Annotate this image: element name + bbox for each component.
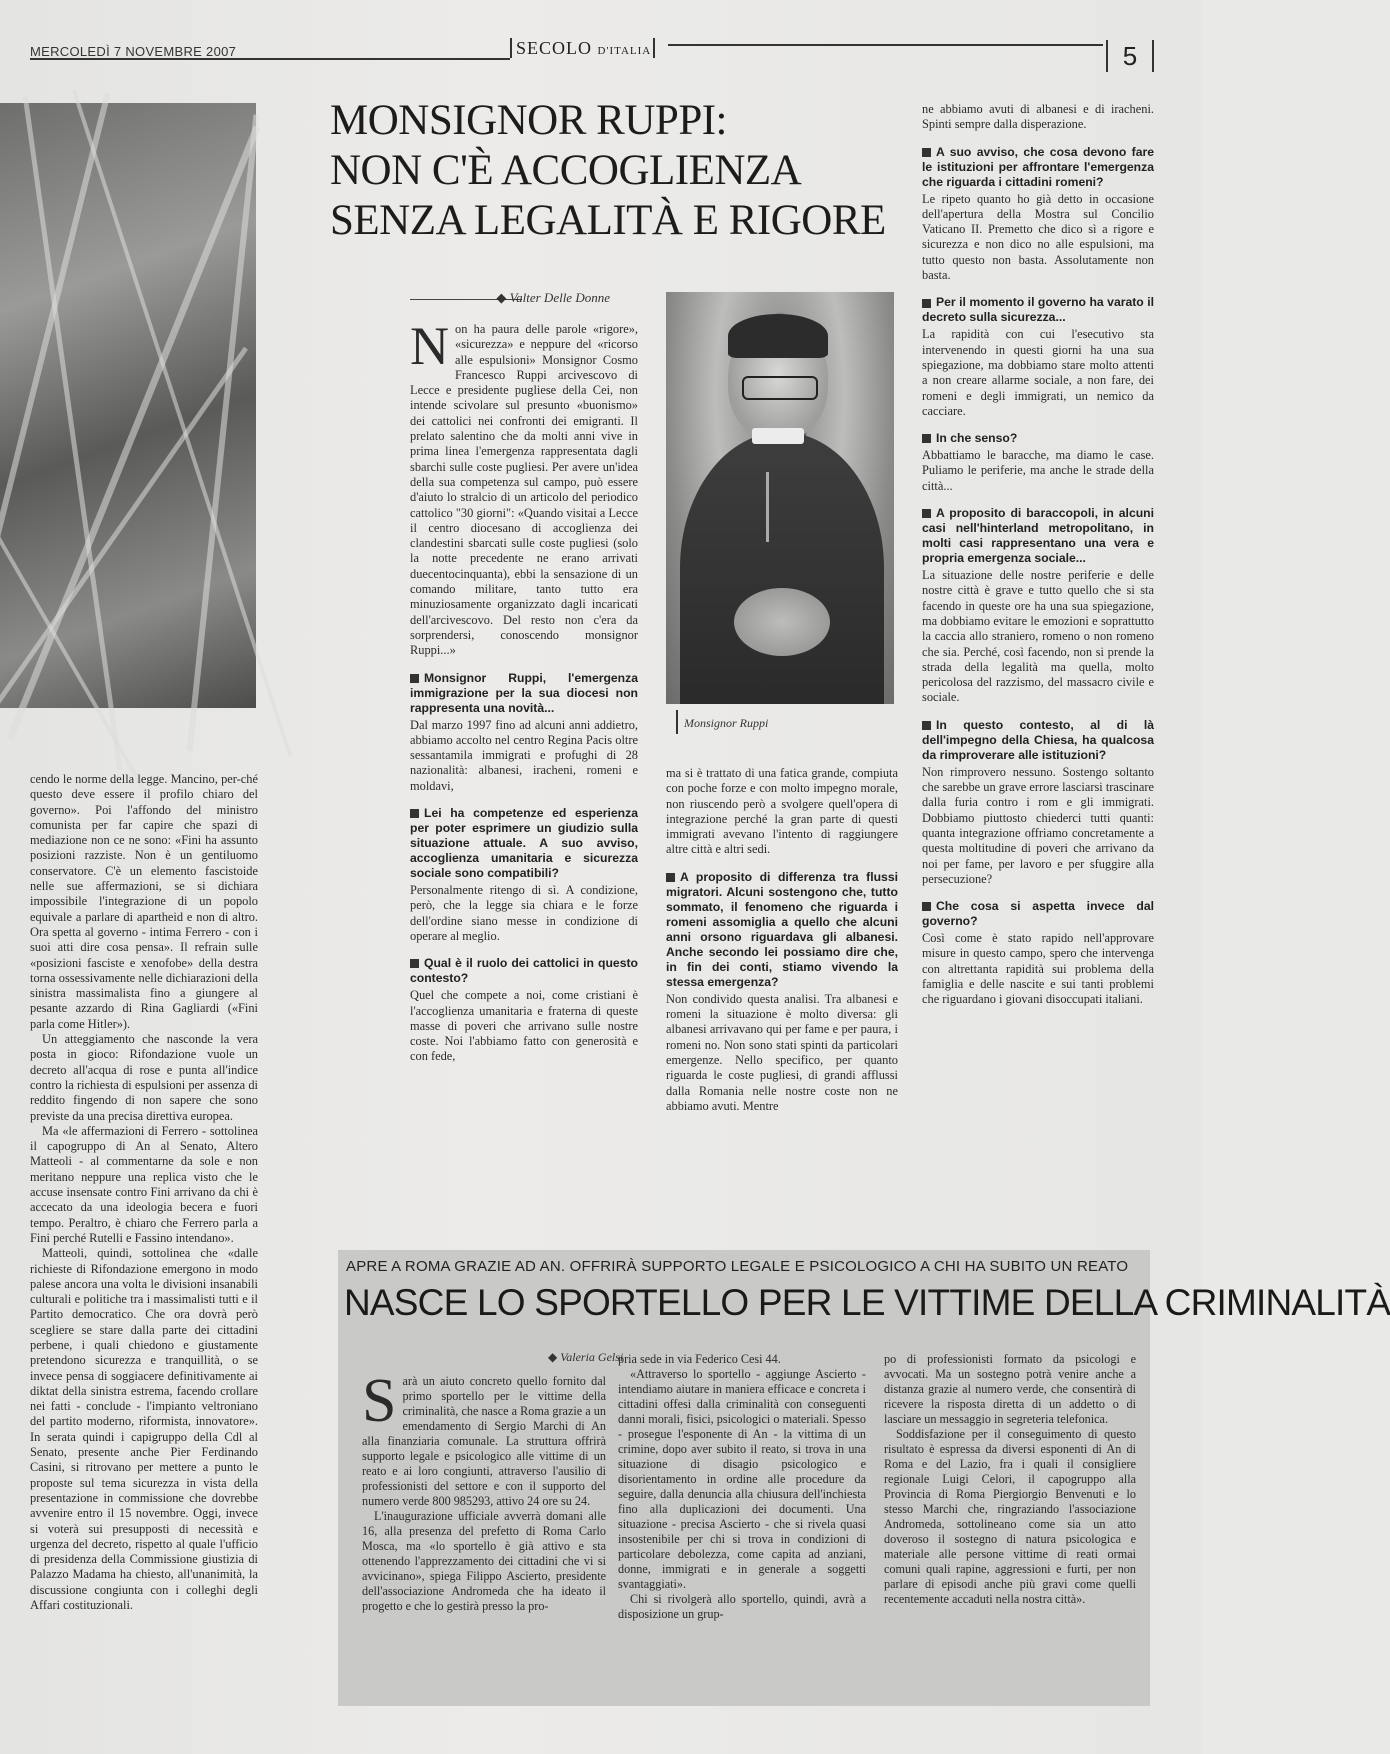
paragraph: «Attraverso lo sportello - aggiunge Ascierto - intendiamo aiutare in maniera efficace e concreta i cittadini offesi dalla criminalità con conseguenti danni morali, fisici, psicologici o materiali. Spesso - prosegue l'esponente di An - la vittima di un crimine, dopo aver subito il reato, si trova in una situazione di disagio psicologico e disorientamento in ordine alle procedure da seguire, dalla denuncia alla chiusura dell'inchiesta fino alla duplicazioni dei documenti. Una situazione - precisa Ascierto - che si rivela quasi insostenibile per chi si trova in condizioni di particolare debolezza, come capita ad anziani, donne, immigrati e in generale a soggetti svantaggiati». xyxy=(618,1367,866,1591)
masthead xyxy=(510,38,655,59)
square-bullet-icon xyxy=(666,873,675,882)
box-title: NASCE LO SPORTELLO PER LE VITTIME DELLA CRIMINALITÀ xyxy=(344,1282,1390,1323)
pectoral-cross xyxy=(766,472,769,542)
question-text: A suo avviso, che cosa devono fare le istituzioni per affrontare l'emergenza che riguarda i cittadini romeni? xyxy=(922,144,1154,189)
paragraph: Soddisfazione per il conseguimento di questo risultato è espressa da diversi esponenti di An di Roma e del Lazio, fra i quali il consigliere regionale Luigi Celori, il capogruppo alla Provincia di Roma Piergiorgio Benvenuti e lo stesso Marchi che, ringraziando l'associazione Andromeda, sottolineano come sia un atto doveroso il sostegno di natura psicologica e materiale alle persone vittime di reati ormai comuni quali rapine, aggressioni e furti, per non parlare di episodi anche più gravi come quelli recentemente accaduti nella nostra città». xyxy=(884,1427,1136,1606)
answer: ne abbiamo avuti di albanesi e di iracheni. Spinti sempre dalla disperazione. xyxy=(922,102,1154,132)
box-lead-text: arà un aiuto concreto quello fornito dal primo sportello per le vittime della criminalità, che nasce a Roma grazie a un emendamento di Sergio Marchi di An alla finanziaria comunale. La struttura offrirà supporto legale e psicologico alle vittime di un reato e ai loro congiunti, attraverso l'ausilio di professionisti del settore e con il supporto del numero verde 800 985293, attivo 24 ore su 24. xyxy=(362,1374,606,1508)
collar xyxy=(752,428,804,444)
header-rule-right xyxy=(668,44,1103,46)
box-dropcap: S xyxy=(362,1367,397,1435)
glasses xyxy=(742,376,818,400)
lead-text: on ha paura delle parole «rigore», «sicurezza» e neppure del «ricorso alle espulsioni» Monsignor Cosmo Francesco Ruppi arcivescovo di Lecce e presidente pugliese della Cei, non intende scivolare sul presunto «buonismo» dei cattolici nei confronti dei emigranti. Il prelato salentino che da molti anni vive in prima linea l'emergenza rappresentata dagli sbarchi sulle coste pugliesi. Per avere un'idea della sua competenza sul campo, può essere d'aiuto lo stralcio di un articolo del periodico cattolico "30 giorni": «Quando visitai a Lecce il centro diocesano di accoglienza dei clandestini sbarcati sulle coste pugliesi (solo la notte precedente ne erano arrivati duecentocinquanta), ebbi la sensazione di un comando militare, tanto tutto era minuziosamente organizzato dagli incaricati dell'arcivescovo. Del resto non c'era da sorprendersi, conoscendo monsignor Ruppi...» xyxy=(410,322,638,658)
portrait-photo xyxy=(666,292,894,704)
question xyxy=(922,506,1154,566)
question-text: In che senso? xyxy=(936,431,1018,446)
caption-bar xyxy=(676,710,678,734)
answer: ma si è trattato di una fatica grande, compiuta con poche forze e con molto impegno morale, non riuscendo però a svolgere quell'opera di integrazione perché la gran parte di questi immigrati avevano l'intento di raggiungere altre città e altri sedi. xyxy=(666,766,898,857)
paragraph: cendo le norme della legge. Mancino, per-ché questo deve essere il profilo chiaro del governo». Poi l'affondo del ministro comunista per far capire che spazi di mediazione non ce ne sono: «Fini ha assunto posizioni razziste. Non è un gentiluomo conservatore. C'è un elemento fascistoide nelle sue affermazioni, se si dichiara impossibile l'integrazione di un popolo equivale a parlare di apartheid e non di altro. Ora spetta al governo - intima Ferrero - con i suoi atti dire cosa pensa». Il refrain sulle «posizioni fasciste e xenofobe» della destra torna ossessivamente nelle dichiarazioni della sinistra massimalista fino a giungere al pesante azzardo di Rina Gagliardi («Fini parla come Hitler»). xyxy=(30,772,258,1031)
headline-line: MONSIGNOR RUPPI: xyxy=(330,97,727,144)
issue-date: MERCOLEDÌ 7 NOVEMBRE 2007 xyxy=(30,44,237,59)
paragraph: L'inaugurazione ufficiale avverrà domani alle 16, alla presenza del prefetto di Roma Carlo Mosca, ma «lo sportello è già attivo e sta ottenendo l'apprezzamento dei cittadini che vi si avvicinano», spiega Filippo Ascierto, presidente dell'associazione Andromeda che ha ideato il progetto e che lo gestirà presso la pro- xyxy=(362,1509,606,1613)
box-kicker: APRE A ROMA GRAZIE AD AN. OFFRIRÀ SUPPORTO LEGALE E PSICOLOGICO A CHI HA SUBITO UN REATO xyxy=(346,1258,1129,1275)
question xyxy=(410,806,638,881)
reeds-photo xyxy=(0,103,256,708)
robe xyxy=(680,432,884,704)
question-text: In questo contesto, al di là dell'impegno della Chiesa, ha qualcosa da rimproverare alle istituzioni? xyxy=(922,717,1154,762)
paragraph: Chi si rivolgerà allo sportello, quindi, avrà a disposizione un grup- xyxy=(618,1592,866,1621)
square-bullet-icon xyxy=(922,434,931,443)
question xyxy=(410,671,638,716)
box-byline-author: Valeria Gelsi xyxy=(560,1350,624,1364)
question-text: Qual è il ruolo dei cattolici in questo contesto? xyxy=(410,956,638,986)
paragraph: Ma «le affermazioni di Ferrero - sottolinea il capogruppo di An al Senato, Altero Matteoli - al commentarne da sole e non meritano neppure una replica visto che le accuse insensate contro Fini arrivano da chi è accecato da una ideologia becera e fuori tempo. Peraltro, è chiaro che Ferrero parla a Fini perché Rutelli e Fassino intendano». xyxy=(30,1123,258,1245)
question xyxy=(922,295,1154,325)
question-text: Lei ha competenze ed esperienza per poter esprimere un giudizio sulla situazione attuale. A suo avviso, accoglienza umanitaria e sicurezza sociale sono compatibili? xyxy=(410,806,638,881)
answer: Personalmente ritengo di sì. A condizione, però, che la legge sia chiara e le forze dell'ordine siano messe in condizione di operare al meglio. xyxy=(410,883,638,943)
question xyxy=(666,870,898,990)
page-number: 5 xyxy=(1106,40,1154,72)
question-text: Per il momento il governo ha varato il decreto sulla sicurezza... xyxy=(922,295,1154,325)
article-column-3 xyxy=(922,102,1154,1008)
question xyxy=(922,899,1154,929)
answer: Abbattiamo le baracche, ma diamo le case. Puliamo le periferie, ma anche le strade della città... xyxy=(922,448,1154,493)
question-text: A proposito di baraccopoli, in alcuni casi nell'hinterland metropolitano, in molti casi rappresentano una vera e propria emergenza sociale... xyxy=(922,506,1154,566)
question-text: A proposito di differenza tra flussi migratori. Alcuni sostengono che, tutto sommato, il fenomeno che riguarda i romeni assomiglia a quello che alcuni anni orsono riguardava gli albanesi. Anche secondo lei possiamo dire che, in fin dei conti, stiamo vivendo la stessa emergenza? xyxy=(666,869,898,989)
reed-stem xyxy=(0,430,149,796)
dropcap: N xyxy=(410,316,449,376)
answer: La rapidità con cui l'esecutivo sta intervenendo in questi giorni ha una sua spiegazione, ma dobbiamo stare molto attenti a non creare allarme sociale, a non fare, dei romeni e degli immigrati, un nemico da cacciare. xyxy=(922,327,1154,418)
square-bullet-icon xyxy=(410,959,419,968)
answer: Non condivido questa analisi. Tra albanesi e romeni la situazione è molto diversa: gli albanesi arrivavano qui per fame e per paura, i romeni no. Non sono stati spinti da particolari emergenze. Nello specifico, per quanto riguarda le coste pugliesi, di grandi afflussi dalla Romania nelle nostre coste non ne abbiamo avuti. Mentre xyxy=(666,991,898,1113)
square-bullet-icon xyxy=(410,809,419,818)
question xyxy=(922,431,1154,446)
paragraph: pria sede in via Federico Cesi 44. xyxy=(618,1352,781,1366)
header-rule xyxy=(30,58,510,60)
square-bullet-icon xyxy=(922,509,931,518)
box-byline: ◆ Valeria Gelsi xyxy=(548,1350,624,1364)
left-column xyxy=(30,772,258,1613)
answer: Così come è stato rapido nell'approvare misure in questo campo, spero che intervenga con altrettanta rapidità sui problema della famiglia e delle nascite e sui tanti problemi che riguardano i giovani disoccupati italiani. xyxy=(922,931,1154,1007)
masthead-end-bar xyxy=(651,38,655,58)
headline-line: SENZA LEGALITÀ E RIGORE xyxy=(330,197,886,244)
question xyxy=(922,718,1154,763)
box-column-1 xyxy=(362,1367,606,1614)
square-bullet-icon xyxy=(922,299,931,308)
paragraph: po di professionisti formato da psicologi e avvocati. Ma un sostegno potrà venire anche a distanza grazie al numero verde, che consentirà di ricevere la risposta diretta di un addetto o di lasciare un messaggio in segreteria telefonica. xyxy=(884,1352,1136,1426)
article-headline xyxy=(330,96,890,246)
square-bullet-icon xyxy=(922,902,931,911)
masthead-subtitle: D'ITALIA xyxy=(597,45,652,57)
question xyxy=(922,145,1154,190)
article-column-2 xyxy=(666,766,898,1114)
byline: ◆ Valter Delle Donne xyxy=(496,290,610,305)
square-bullet-icon xyxy=(922,721,931,730)
square-bullet-icon xyxy=(922,148,931,157)
photo-caption: Monsignor Ruppi xyxy=(684,716,769,730)
lead-paragraph xyxy=(410,316,638,659)
paragraph: Un atteggiamento che nasconde la vera posta in gioco: Rifondazione vuole un decreto all'acqua di rose e punta all'indice contro la richiesta di espulsioni per assenza di reddito fingendo di non sapere che sono previste da una precisa direttiva europea. xyxy=(30,1032,258,1123)
box-column-2 xyxy=(618,1352,866,1622)
paragraph: Matteoli, quindi, sottolinea che «dalle richieste di Rifondazione emergono in modo palese ancora una volta le divisioni insanabili culturali e politiche tra i massimalisti tutti e il Partito democratico. Che ora dovrà però scegliere se stare dalla parte dei cittadini perbene, i quali chiedono e giustamente pretendono sicurezza e tranquillità, o se invece pensa di soggiacere definitivamente ai diktat della sinistra estrema, facendo crollare nei fatti - conclude - l'impianto veltroniano del partito moderno, riformista, innovatore». In serata quindi i capigruppo della Cdl al Senato, presente anche Pier Ferdinando Casini, si ritrovano per mettere a punto le proposte sul tema sicurezza in vista della presentazione in commissione che dovrebbe avvenire entro il 15 novembre. Oggi, invece si voterà sui presupposti di necessità e urgenza del decreto, rispetto al quale l'ufficio di presidenza della Commissione giustizia di Palazzo Madama ha chiesto, all'unanimità, la discussione congiunta con i colleghi degli Affari costituzionali. xyxy=(30,1246,258,1613)
answer: La situazione delle nostre periferie e delle nostre città è grave e tutto quello che si sta facendo in queste ore ha una sua spiegazione, ma dobbiamo evitare le emozioni e soprattutto la caccia allo straniero, romeno o non romeno che sia. Perché, così facendo, non si prende la strada della legalità ma quella, molto pericolosa del razzismo, del massacro civile e sociale. xyxy=(922,568,1154,705)
headline-line: NON C'È ACCOGLIENZA xyxy=(330,147,802,194)
question xyxy=(410,956,638,986)
question-text: Che cosa si aspetta invece dal governo? xyxy=(922,899,1154,929)
answer: Quel che compete a noi, come cristiani è l'accoglienza umanitaria e fraterna di queste masse di poveri che arrivano sulle nostre coste. Noi l'abbiamo fatto con generosità e con fede, xyxy=(410,988,638,1064)
question-text: Monsignor Ruppi, l'emergenza immigrazione per la sua diocesi non rappresenta una novità... xyxy=(410,670,638,715)
masthead-title: SECOLO xyxy=(510,38,592,58)
hair xyxy=(728,314,828,358)
article-column-1 xyxy=(410,316,638,1065)
cat xyxy=(734,588,830,656)
answer: Non rimprovero nessuno. Sostengo soltanto che sarebbe un grave errore lasciarsi trascinare dalla furia contro i rom e gli immigrati. Dobbiamo piuttosto chiederci tutti quanti: quanta integrazione offriamo concretamente a questa moltitudine di poveri che arrivano da noi per fame, per lavoro e per sfuggire alla persecuzione? xyxy=(922,764,1154,886)
box-column-3 xyxy=(884,1352,1136,1607)
box-lead xyxy=(362,1367,606,1509)
square-bullet-icon xyxy=(410,674,419,683)
answer: Dal marzo 1997 fino ad alcuni anni addietro, abbiamo accolto nel centro Regina Pacis oltre sessantamila immigrati e profughi di 28 nazionalità: albanesi, iracheni, romeni e moldavi, xyxy=(410,717,638,793)
answer: Le ripeto quanto ho già detto in occasione dell'apertura della Mostra sul Concilio Vaticano II. Premetto che dico sì a rigore e sicurezza e non dico no alle espulsioni, ma tutto questo non basta. Assolutamente non basta. xyxy=(922,191,1154,283)
byline-author: Valter Delle Donne xyxy=(509,290,610,305)
